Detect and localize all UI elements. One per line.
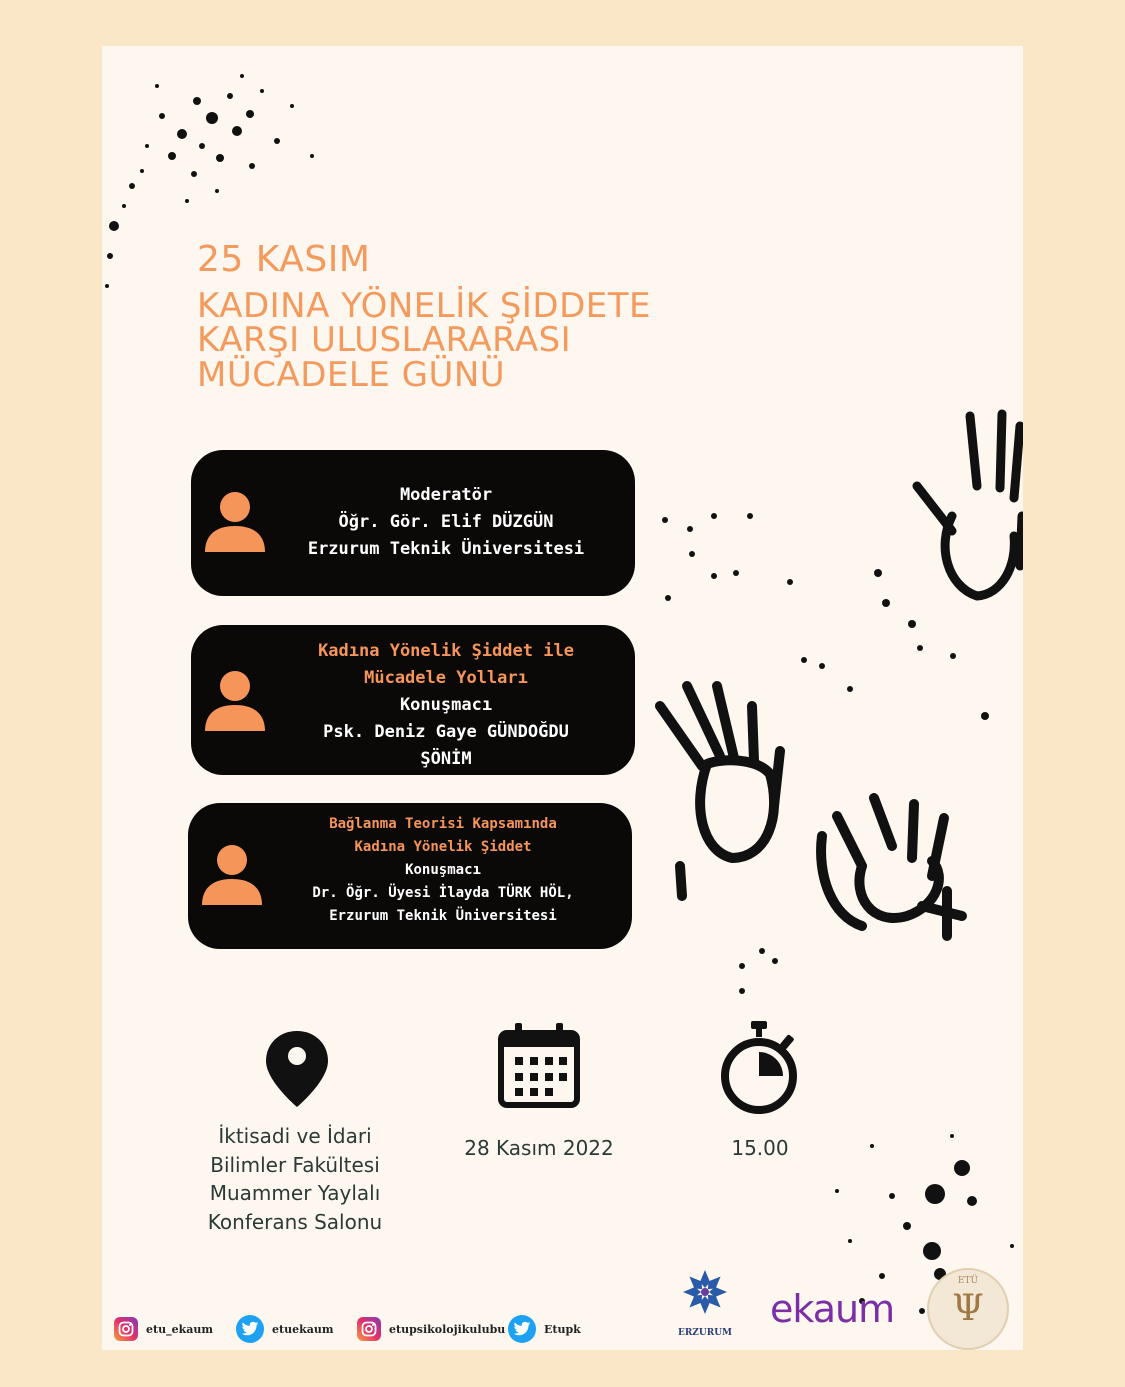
psi-symbol-icon: Ψ xyxy=(952,1288,984,1329)
card-topic: Mücadele Yolları xyxy=(364,668,528,688)
speaker-2-text xyxy=(268,813,618,928)
stopwatch-icon xyxy=(717,1021,801,1116)
social-handle: etuekaum xyxy=(272,1322,334,1336)
social-twitter-etupk[interactable] xyxy=(508,1316,581,1342)
location-line: Bilimler Fakültesi xyxy=(210,1152,380,1177)
instagram-icon xyxy=(357,1317,381,1341)
title-date: 25 KASIM xyxy=(197,239,371,280)
erzurum-logo-text: ERZURUM xyxy=(677,1328,733,1338)
social-handle: etu_ekaum xyxy=(146,1322,213,1336)
title-line-3: MÜCADELE GÜNÜ xyxy=(197,355,506,395)
location-pin-icon xyxy=(264,1029,330,1109)
poster xyxy=(102,46,1023,1350)
twitter-icon xyxy=(236,1315,264,1343)
erzurum-university-logo xyxy=(667,1264,743,1344)
person-icon xyxy=(203,669,267,733)
title-line-2: KARŞI ULUSLARARASI xyxy=(197,320,572,360)
ekaum-logo xyxy=(770,1284,902,1334)
social-instagram-etupsikolojikulubu[interactable] xyxy=(357,1316,505,1342)
person-icon xyxy=(200,843,264,907)
card-name: Dr. Öğr. Üyesi İlayda TÜRK HÖL, xyxy=(312,885,574,901)
card-name: ŞÖNİM xyxy=(420,749,472,769)
location-text xyxy=(175,1122,415,1236)
twitter-icon xyxy=(508,1315,536,1343)
moderator-card xyxy=(191,450,635,596)
snowflake-emblem-icon xyxy=(667,1264,743,1324)
social-instagram-etu-ekaum[interactable] xyxy=(114,1316,213,1342)
ekaum-logo-text: ekaum xyxy=(770,1287,895,1331)
card-role: Konuşmacı xyxy=(399,695,493,715)
instagram-icon xyxy=(114,1317,138,1341)
card-affiliation: Erzurum Teknik Üniversitesi xyxy=(307,539,585,559)
card-topic: Bağlanma Teorisi Kapsamında xyxy=(329,816,557,832)
event-time: 15.00 xyxy=(731,1136,789,1160)
social-twitter-etuekaum[interactable] xyxy=(236,1316,333,1342)
social-handle: Etupk xyxy=(544,1322,581,1336)
title-line-1: KADINA YÖNELİK ŞİDDETE xyxy=(197,286,652,326)
speaker-card-1 xyxy=(191,625,635,775)
card-affiliation: Erzurum Teknik Üniversitesi xyxy=(329,908,557,924)
social-handle: etupsikolojikulubu xyxy=(389,1322,506,1336)
card-role: Moderatör xyxy=(399,485,493,505)
psychology-logo-top-text: ETÜ xyxy=(957,1276,979,1286)
location-line: İktisadi ve İdari xyxy=(218,1124,372,1148)
event-date: 28 Kasım 2022 xyxy=(464,1136,614,1160)
card-name: Psk. Deniz Gaye GÜNDOĞDU xyxy=(323,722,569,742)
speaker-card-2 xyxy=(188,803,632,949)
moderator-text xyxy=(271,482,621,563)
calendar-icon xyxy=(497,1023,581,1109)
location-line: Konferans Salonu xyxy=(207,1209,383,1234)
card-role: Konuşmacı xyxy=(405,862,481,878)
card-topic: Kadına Yönelik Şiddet xyxy=(354,839,532,855)
location-line: Muammer Yaylalı xyxy=(209,1181,381,1205)
card-topic: Kadına Yönelik Şiddet ile xyxy=(318,641,574,661)
person-icon xyxy=(203,490,267,554)
card-name: Öğr. Gör. Elif DÜZGÜN xyxy=(338,512,554,532)
speaker-1-text xyxy=(271,638,621,773)
psychology-club-logo xyxy=(927,1268,1009,1350)
